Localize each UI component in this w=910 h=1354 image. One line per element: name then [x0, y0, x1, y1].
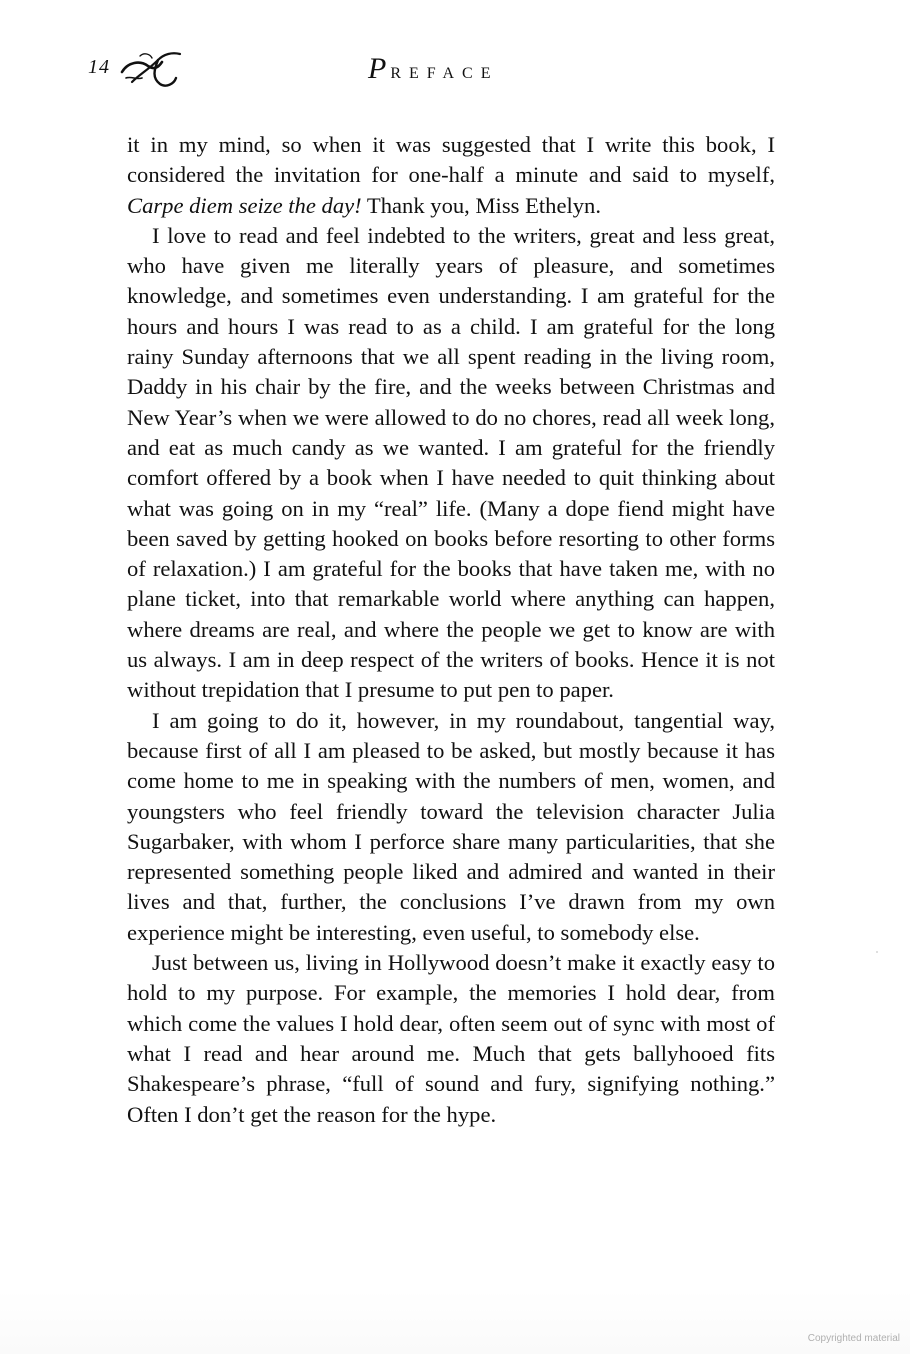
paragraph-1-end: Thank you, Miss Ethelyn. [361, 192, 601, 218]
running-head [368, 52, 498, 86]
paragraph-3: I am going to do it, however, in my roundabout, tangential way, because first of all I am pleased to be asked, but mostly because it has come home to me in speaking with the numbers of men, women, and youngsters who feel friendly toward the television character Julia Sugarbaker, with whom I perforce share many particularities, that she represented something people liked and admired and wanted in their lives and that, further, the conclusions I’ve drawn from my own experience might be interesting, even useful, to somebody else. [127, 707, 775, 945]
running-head-rest: REFACE [390, 65, 499, 82]
page-number: 14 [88, 56, 110, 78]
copyright-notice: Copyrighted material [807, 1333, 900, 1344]
paper-fleck [876, 951, 878, 953]
body-text [127, 130, 775, 1130]
page-header [88, 44, 818, 94]
paragraph-1-start: it in my mind, so when it was suggested that I write this book, I considered the invitation for one-half a minute and said to myself, [127, 132, 775, 188]
paragraph-4: Just between us, living in Hollywood doesn’t make it exactly easy to hold to my purpose. For example, the memories I hold dear, from which come the values I hold dear, often seem out of sync with most of what I read and hear around me. Much that gets ballyhooed fits Shakespeare’s phrase, “full of sound and fury, signifying nothing.” Often I don’t get the reason for the hype. [127, 950, 775, 1127]
running-head-initial: P [368, 52, 391, 85]
paragraph-1-italic: Carpe diem seize the day! [127, 192, 362, 218]
paragraph-1 [127, 130, 775, 221]
flourish-ornament-icon [118, 48, 184, 90]
paragraph-2: I love to read and feel indebted to the writers, great and less great, who have given me literally years of pleasure, and sometimes knowledge, and sometimes even understanding. I am grateful for the hours and hours I was read to as a child. I am grateful for the long rainy Sunday afternoons that we all spent reading in the living room, Daddy in his chair by the fire, and the weeks between Christmas and New Year’s when we were allowed to do no chores, read all week long, and eat as much candy as we wanted. I am grateful for the friendly comfort offered by a book when I have needed to quit thinking about what was going on in my “real” life. (Many a dope fiend might have been saved by getting hooked on books before resorting to other forms of relaxation.) I am grateful for the books that have taken me, with no plane ticket, into that remarkable world where anything can happen, where dreams are real, and where the people we get to know are with us always. I am in deep respect of the writers of books. Hence it is not without trepidation that I presume to put pen to paper. [127, 222, 775, 703]
